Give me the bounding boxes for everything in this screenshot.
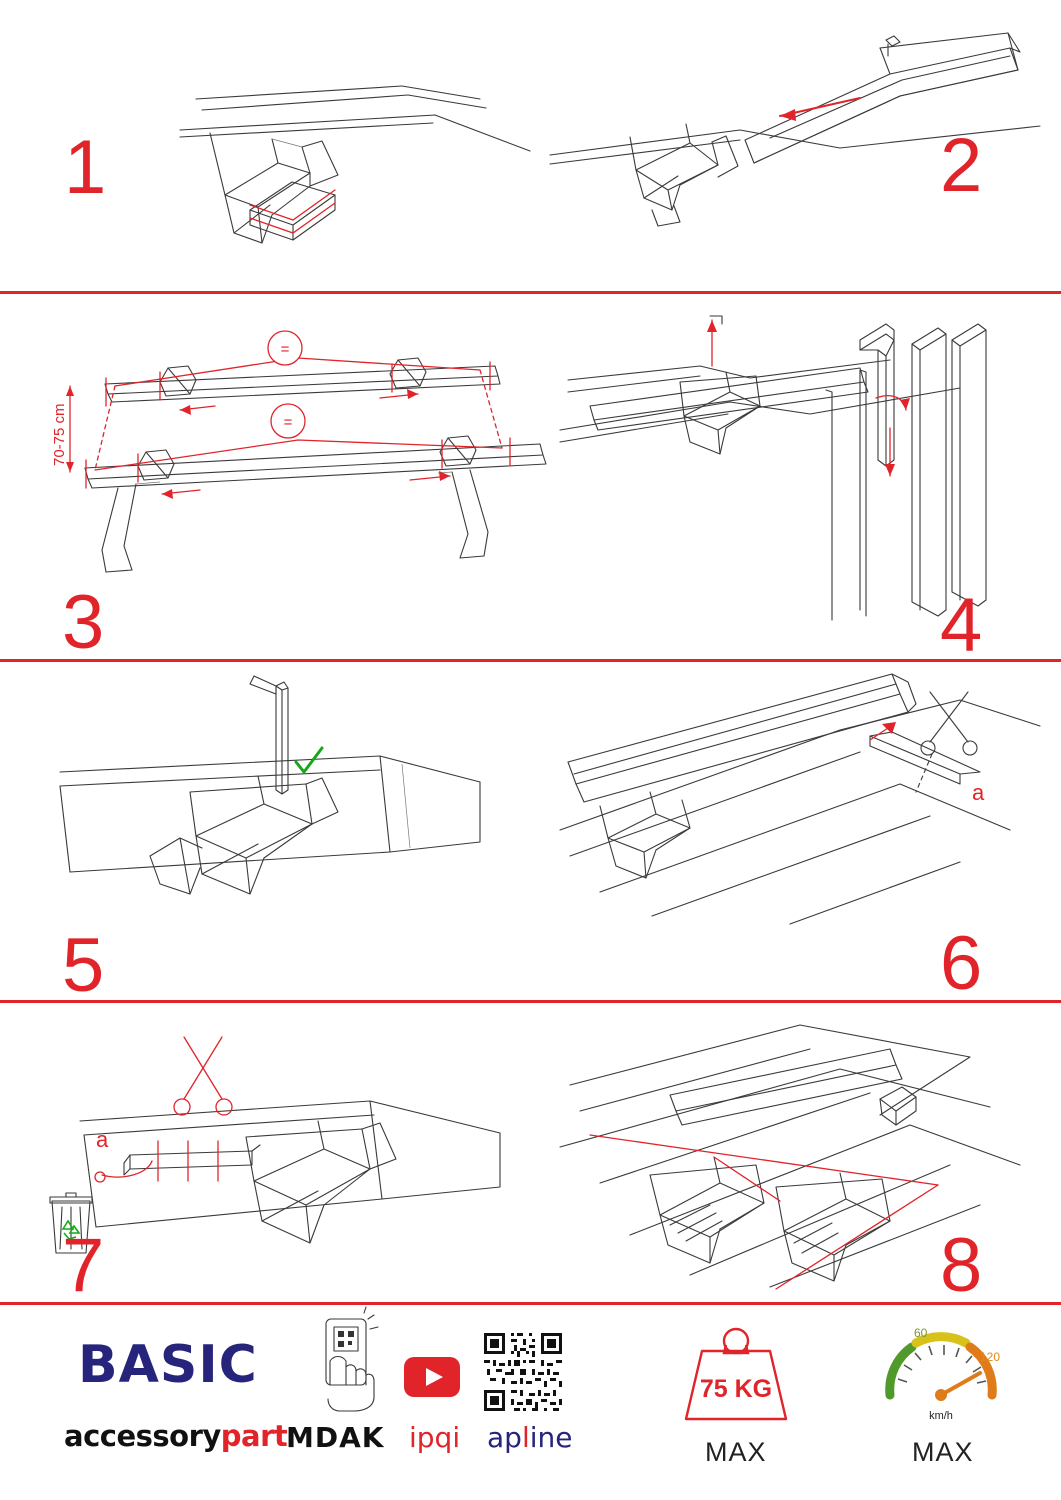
step-4-number: 4 <box>940 583 983 668</box>
step-7-illustration <box>40 1015 510 1280</box>
step-3-measurement-label: 70-75 cm <box>51 403 68 466</box>
brand-accessory-text: accessory <box>64 1419 221 1453</box>
brand-part-text: part <box>220 1419 288 1453</box>
equal-sign-top: = <box>280 341 290 358</box>
step-1-illustration <box>150 55 530 275</box>
divider-row-1 <box>0 291 1061 294</box>
weight-value: 75 KG <box>699 1375 773 1403</box>
step-5-illustration <box>50 672 490 932</box>
weight-max-label: MAX <box>705 1437 767 1467</box>
footer <box>0 1305 1061 1500</box>
step-6-illustration <box>540 680 1040 930</box>
gauge-tick-60: 60 <box>914 1326 928 1340</box>
divider-row-2 <box>0 659 1061 662</box>
brand-apline-logo <box>487 1421 572 1454</box>
step-5-number: 5 <box>62 923 105 1008</box>
step-3-illustration <box>40 320 560 580</box>
step-7-number: 7 <box>62 1223 105 1308</box>
step-1-number: 1 <box>64 125 107 210</box>
step-4-illustration <box>560 310 1030 620</box>
brand-mdak-logo: MDAK <box>286 1421 385 1454</box>
equal-sign-bottom: = <box>283 414 293 431</box>
brand-ipqi-logo: ipqi <box>409 1421 461 1454</box>
step-3-number: 3 <box>62 580 105 665</box>
step-2-number: 2 <box>940 123 983 208</box>
phone-qr-scan-icon <box>312 1317 382 1413</box>
brand-apline-prefix: ap <box>487 1421 522 1454</box>
brand-accessorypart-logo <box>64 1419 287 1453</box>
brand-apline-accent: l <box>521 1421 530 1454</box>
weight-icon <box>676 1315 796 1427</box>
qr-code-icon[interactable] <box>484 1333 562 1411</box>
gauge-unit: km/h <box>929 1410 953 1422</box>
speedometer-icon <box>876 1317 1006 1429</box>
step-7-callout-a: a <box>96 1127 109 1152</box>
divider-row-3 <box>0 1000 1061 1003</box>
youtube-icon[interactable] <box>404 1357 460 1397</box>
brand-apline-suffix: ine <box>529 1421 573 1454</box>
speed-max-label: MAX <box>912 1437 974 1467</box>
gauge-tick-120: 120 <box>980 1350 1001 1364</box>
brand-basic-logo: BASIC <box>78 1335 258 1395</box>
step-6-callout-a: a <box>972 780 985 805</box>
step-8-number: 8 <box>940 1223 983 1308</box>
step-6-number: 6 <box>940 921 983 1006</box>
